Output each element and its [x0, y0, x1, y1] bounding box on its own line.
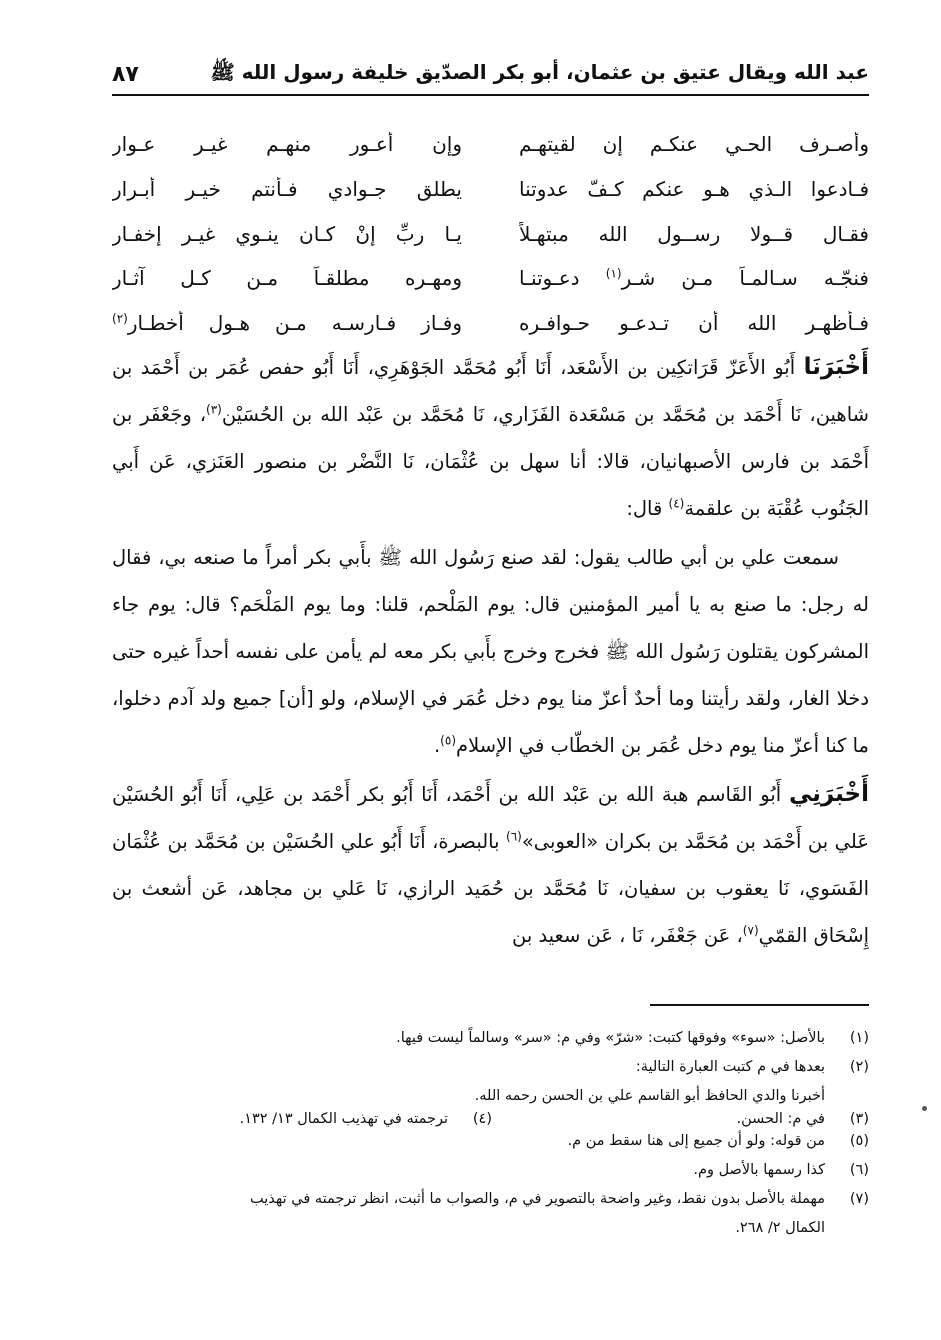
footnote-separator	[650, 1004, 869, 1006]
header-title: عبد الله ويقال عتيق بن عثمان، أبو بكر الصدّيق خليفة رسول الله ﷺ	[210, 59, 869, 84]
poem-text: وفـاز فـارسـه مـن هـول أخطـار	[127, 311, 462, 335]
footnote-ref: (٣)	[206, 402, 222, 417]
footnote-ref: (١)	[605, 266, 622, 281]
poem-hemistich-left: يطلق جـوادي فـأنتم خيـر أبـرار	[112, 176, 462, 201]
footnote-number: (٣)	[849, 1111, 869, 1127]
footnote-5	[112, 1127, 869, 1156]
footnote-number: (٢)	[849, 1059, 869, 1075]
poem-hemistich-right: فـأظهـر الله أن تـدعـو حـوافـره	[519, 311, 869, 335]
footnote-ref: (٢)	[112, 311, 128, 326]
text-run: أَبُو الأَعَزّ قَرَاتكِين بن الأَسْعَد، أَنَا أَبُو مُحَمَّد الجَوْهَرِي، أَنَا أَبُو حفص عُمَر بن أَحْمَد بن شاهين، نَا أَحْمَد بن مُحَمَّد بن مَسْعَدة الفَزَاري، نَا مُحَمَّد بن عَبْد الله بن الحُسَيْن	[112, 356, 869, 426]
text-run: بالبصرة، أَنَا أَبُو علي الحُسَيْن بن مُحَمَّد بن عُثْمَان الفَسَوي، نَا يعقوب بن سفيان، نَا مُحَمَّد بن حُمَيد الرازي، نَا عَلي بن مجاهد، عَن أشعث بن إِسْحَاق القمّي	[112, 830, 869, 947]
footnote-number: (٦)	[849, 1162, 869, 1178]
text-run: ، عَن جَعْفَر، نَا ، عَن سعيد بن	[511, 924, 743, 947]
scan-speck	[922, 1106, 927, 1111]
poem-hemistich-left: يـا ربِّ إنْ كـان ينـوي غيـر إخفـار	[112, 221, 462, 246]
footnote-text: من قوله: ولو أن جميع إلى هنا سقط من م.	[567, 1133, 825, 1149]
footnote-ref: (٥)	[440, 733, 456, 748]
poem-hemistich-left: ومهـره مطلقـاً مـن كـل آثـار	[112, 266, 462, 291]
footnote-continuation: أخبرنا والدي الحافظ أبو القاسم علي بن الحسن رحمه الله.	[474, 1088, 825, 1104]
poem-text: فنجّـه سـالمـاً مـن شـر	[621, 266, 869, 291]
poem	[112, 126, 869, 341]
poem-verse	[112, 171, 869, 207]
footnote-text: بعدها في م كتبت العبارة التالية:	[635, 1059, 825, 1075]
footnote-4	[112, 1111, 492, 1127]
poem-verse	[112, 126, 869, 162]
main-text	[112, 344, 869, 959]
footnote-pair	[112, 1111, 869, 1127]
text-run: ، وجَعْفَر بن أَحْمَد بن فارس الأصبهانيان، قالا: أنا سهل بن عُثْمَان، نَا النَّضْر بن منصور العَنَزي، عَن أَبي الجَنُوب عُقْبَة بن علقمة	[112, 403, 869, 520]
paragraph-isnad-1	[112, 344, 869, 532]
text-run: سمعت علي بن أبي طالب يقول: لقد صنع رَسُول الله ﷺ بأَبي بكر أمراً ما صنعه بي، فقال له رجل: ما صنع به يا أمير المؤمنين قال: يوم المَلْحم، قلنا: وما يوم المَلْحَم؟ قال: يوم جاء المشركون يقتلون رَسُول الله ﷺ فخرج وخرج بأَبي بكر معه لم يأمن على نفسه أحداً غيره حتى دخلا الغار، ولقد رأيتنا وما أحدٌ أعزّ منا يوم دخل عُمَر في الإسلام، ولو [أن] جميع ولد آدم دخلوا، ما كنا أعزّ منا يوم دخل عُمَر بن الخطّاب في الإسلام	[112, 546, 869, 757]
footnote-7	[112, 1185, 869, 1214]
footnote-text: مهملة بالأصل بدون نقط، وغير واضحة بالتصوير في م، والصواب ما أثبت، انظر ترجمته في تهذيب	[250, 1191, 825, 1207]
footnote-2	[112, 1053, 869, 1082]
poem-hemistich-right: وأصـرف الحـي عنكـم إن لقيتهـم	[519, 132, 869, 156]
footnote-text: بالأصل: «سوء» وفوقها كتبت: «شرّ» وفي م: «سر» وسالماً ليست فيها.	[396, 1030, 825, 1046]
footnote-text: في م: الحسن.	[736, 1111, 825, 1127]
lead-word: أَخْبَرَنَا	[803, 354, 869, 380]
footnote-1	[112, 1024, 869, 1053]
poem-hemistich-left	[112, 311, 462, 335]
poem-verse	[112, 260, 869, 296]
running-header	[112, 54, 869, 96]
page-number: ٨٧	[112, 61, 139, 87]
paragraph-narration	[112, 534, 869, 769]
lead-word: أَخْبَرَنِي	[788, 781, 869, 807]
footnote-text: ترجمته في تهذيب الكمال ١٣/ ١٣٢.	[239, 1111, 448, 1127]
footnote-number: (٥)	[849, 1133, 869, 1149]
footnote-ref: (٤)	[668, 496, 685, 511]
footnote-number: (٧)	[849, 1191, 869, 1207]
footnote-6	[112, 1156, 869, 1185]
footnote-text: كذا رسمها بالأصل وم.	[693, 1162, 825, 1178]
footnotes	[112, 1024, 869, 1243]
paragraph-isnad-2	[112, 771, 869, 959]
poem-hemistich-right: فقـال قــولا رســول الله مبتهـلاً	[519, 221, 869, 246]
poem-hemistich-left: وإن أعـور منهـم غيـر عـوار	[112, 132, 462, 156]
poem-verse	[112, 216, 869, 252]
footnote-ref: (٧)	[742, 923, 759, 938]
footnote-number: (١)	[849, 1030, 869, 1046]
poem-hemistich-right	[519, 266, 869, 290]
poem-hemistich-right: فـادعوا الـذي هـو عنكم كـفّ عدوتنا	[519, 176, 869, 201]
poem-text: دعـوتنـا	[519, 266, 606, 291]
text-run: أَبُو القَاسم هبة الله بن عَبْد الله بن أَحْمَد، أَنَا أَبُو بكر أَحْمَد بن عَلِي، أَنَا أَبُو الحُسَيْن عَلي بن أَحْمَد بن مُحَمَّد بن بكران «العوبى»	[112, 783, 869, 853]
footnote-ref: (٦)	[506, 829, 522, 844]
poem-verse	[112, 305, 869, 341]
footnote-3	[569, 1111, 869, 1127]
text-run: قال:	[626, 497, 669, 520]
footnote-number: (٤)	[472, 1111, 492, 1127]
footnote-continuation: الكمال ٢/ ٢٦٨.	[735, 1220, 825, 1236]
text-run: .	[433, 734, 441, 757]
